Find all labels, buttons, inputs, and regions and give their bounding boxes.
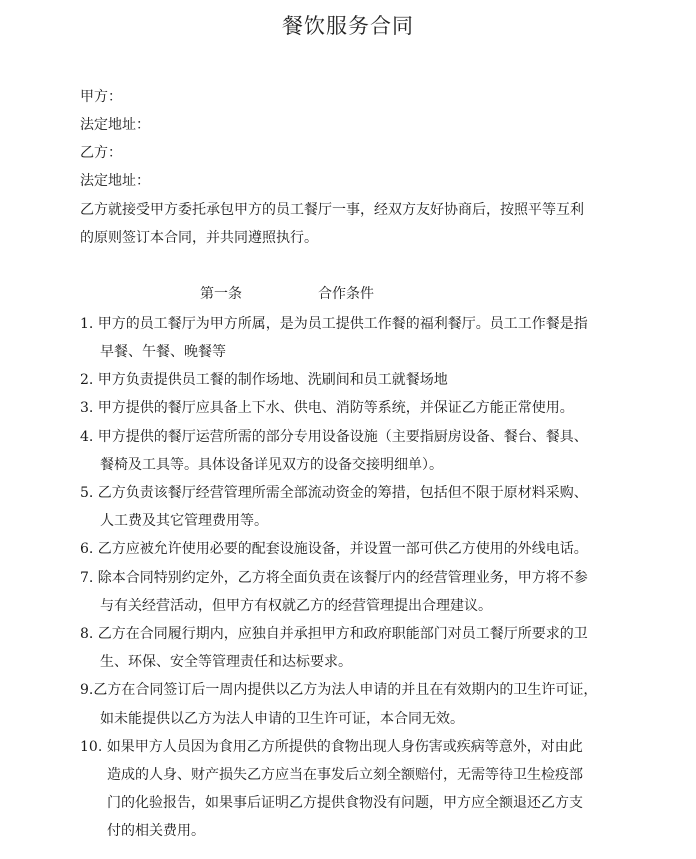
clause-line: 付的相关费用。: [107, 823, 205, 839]
clause-line: 人工费及其它管理费用等。: [100, 513, 268, 529]
clause-line: 7. 除本合同特别约定外，乙方将全面负责在该餐厅内的经营管理业务，甲方将不参: [80, 570, 588, 586]
clause-line: 3. 甲方提供的餐厅应具备上下水、供电、消防等系统，并保证乙方能正常使用。: [80, 400, 574, 416]
clause-line: 早餐、午餐、晚餐等: [100, 344, 226, 360]
clause-line: 4. 甲方提供的餐厅运营所需的部分专用设备设施（主要指厨房设备、餐台、餐具、: [80, 429, 588, 445]
clause-line: 与有关经营活动，但甲方有权就乙方的经营管理提出合理建议。: [100, 598, 492, 614]
document-title: 餐饮服务合同: [282, 14, 414, 38]
clause-line: 6. 乙方应被允许使用必要的配套设施设备，并设置一部可供乙方使用的外线电话。: [80, 541, 588, 557]
clause-line: 造成的人身、财产损失乙方应当在事发后立刻全额赔付，无需等待卫生检疫部: [107, 767, 583, 783]
clause-line: 5. 乙方负责该餐厅经营管理所需全部流动资金的筹措，包括但不限于原材料采购、: [80, 485, 588, 501]
clause-line: 餐椅及工具等。具体设备详见双方的设备交接明细单）。: [100, 457, 443, 473]
clause-line: 如未能提供以乙方为法人申请的卫生许可证，本合同无效。: [100, 711, 464, 727]
party-a-address-label: 法定地址：: [80, 117, 150, 133]
intro-line: 乙方就接受甲方委托承包甲方的员工餐厅一事，经双方友好协商后，按照平等互利: [80, 202, 584, 218]
article-name: 合作条件: [318, 286, 374, 302]
party-b-label: 乙方：: [80, 145, 122, 161]
intro-line: 的原则签订本合同，并共同遵照执行。: [80, 230, 318, 246]
article-number: 第一条: [200, 286, 242, 302]
clause-line: 1. 甲方的员工餐厅为甲方所属，是为员工提供工作餐的福利餐厅。员工工作餐是指: [80, 316, 588, 332]
clause-line: 8. 乙方在合同履行期内，应独自并承担甲方和政府职能部门对员工餐厅所要求的卫: [80, 626, 588, 642]
clause-line: 10. 如果甲方人员因为食用乙方所提供的食物出现人身伤害或疾病等意外，对由此: [80, 739, 583, 755]
party-b-address-label: 法定地址：: [80, 173, 150, 189]
clause-line: 2. 甲方负责提供员工餐的制作场地、洗刷间和员工就餐场地: [80, 372, 448, 388]
clause-line: 9.乙方在合同签订后一周内提供以乙方为法人申请的并且在有效期内的卫生许可证，: [80, 682, 598, 698]
party-a-label: 甲方：: [80, 89, 122, 105]
clause-line: 生、环保、安全等管理责任和达标要求。: [100, 654, 352, 670]
clause-line: 门的化验报告，如果事后证明乙方提供食物没有问题，甲方应全额退还乙方支: [107, 795, 583, 811]
